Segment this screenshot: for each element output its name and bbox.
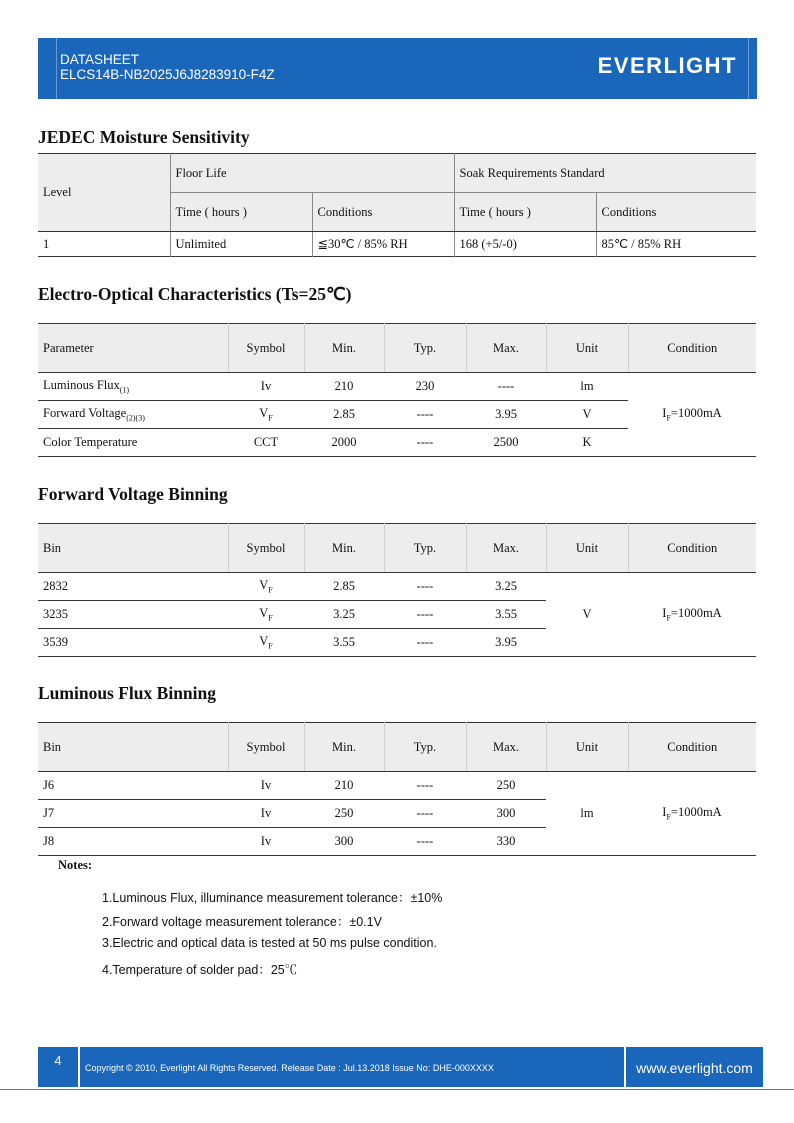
condition-cell: $I_F=1000mA$ — [662, 406, 722, 423]
footer-url-link[interactable]: www.everlight.com — [626, 1047, 763, 1087]
param-note: (1) — [119, 385, 130, 395]
condition-cell: $I_F=1000mA$ — [662, 606, 722, 623]
min-value: 210 — [334, 379, 354, 393]
symbol: $V_F$ — [228, 601, 304, 629]
header-text — [60, 52, 275, 82]
header-divider — [56, 38, 57, 99]
bin: 3235 — [38, 601, 228, 629]
bin: 2832 — [43, 579, 68, 593]
symbol: $V_F$ — [228, 629, 304, 657]
floor-time-value: Unlimited — [170, 232, 312, 257]
min-value: 2.85 — [333, 579, 355, 593]
symbol: Iv — [260, 778, 272, 792]
floor-cond-header: Conditions — [312, 193, 454, 232]
symbol: $V_F$ — [259, 578, 273, 595]
col-header: Unit — [546, 324, 628, 373]
col-header: Typ. — [384, 324, 466, 373]
floor-cond-value: ≦30℃ / 85% RH — [312, 232, 454, 257]
max-value: 2500 — [466, 429, 546, 457]
col-header: Bin — [38, 723, 228, 772]
note-item: 1.Luminous Flux, illuminance measurement tolerance：±10% — [102, 891, 443, 905]
note-item: 4.Temperature of solder pad：25℃ — [102, 963, 298, 977]
col-header: Symbol — [228, 324, 304, 373]
part-number: ELCS14B-NB2025J6J8283910-F4Z — [60, 67, 275, 82]
max-value: 3.95 — [466, 401, 546, 429]
max-value: ---- — [497, 379, 515, 393]
soak-time-value: 168 (+5/-0) — [454, 232, 596, 257]
col-header: Unit — [546, 524, 628, 573]
col-header: Typ. — [384, 723, 466, 772]
brand-logo: EVERLIGHT — [597, 53, 737, 78]
symbol: Iv — [260, 379, 272, 393]
bottom-rule — [0, 1089, 794, 1090]
col-header: Symbol — [228, 723, 304, 772]
min-value: 3.55 — [304, 629, 384, 657]
min-value: 2000 — [304, 429, 384, 457]
unit: V — [582, 607, 592, 621]
typ-value: ---- — [384, 800, 466, 828]
symbol: Iv — [228, 828, 304, 856]
level-header: Level — [38, 154, 170, 232]
min-value: 300 — [304, 828, 384, 856]
typ-value: ---- — [384, 401, 466, 429]
col-header: Typ. — [384, 524, 466, 573]
doc-type: DATASHEET — [60, 52, 140, 67]
col-header: Max. — [466, 723, 546, 772]
param-label: Forward Voltage — [43, 406, 127, 421]
jedec-table — [38, 153, 756, 257]
param-label: Color Temperature — [38, 429, 228, 457]
jedec-title: JEDEC Moisture Sensitivity — [38, 127, 250, 147]
col-header: Min. — [304, 723, 384, 772]
lf-title: Luminous Flux Binning — [38, 683, 216, 703]
eo-title: Electro-Optical Characteristics (Ts=25℃) — [38, 284, 352, 304]
condition-cell: $I_F=1000mA$ — [662, 805, 722, 822]
symbol: $V_F$ — [228, 401, 304, 429]
col-header: Condition — [628, 324, 756, 373]
max-value: 3.25 — [495, 579, 517, 593]
soak-header: Soak Requirements Standard — [454, 154, 756, 193]
col-header: Max. — [466, 324, 546, 373]
col-header: Max. — [466, 524, 546, 573]
fv-title: Forward Voltage Binning — [38, 484, 228, 504]
bin: 3539 — [38, 629, 228, 657]
page-footer — [38, 1047, 763, 1087]
typ-value: ---- — [384, 429, 466, 457]
typ-value: ---- — [384, 828, 466, 856]
footer-copyright-bar — [80, 1047, 624, 1087]
soak-time-header: Time ( hours ) — [454, 193, 596, 232]
unit: V — [546, 401, 628, 429]
col-header: Bin — [38, 524, 228, 573]
typ-value: ---- — [416, 579, 434, 593]
min-value: 3.25 — [304, 601, 384, 629]
min-value: 250 — [304, 800, 384, 828]
col-header: Min. — [304, 324, 384, 373]
eo-table — [38, 323, 756, 457]
table-row — [38, 373, 756, 401]
col-header: Parameter — [38, 324, 228, 373]
copyright-text: Copyright © 2010, Everlight All Rights Reserved. Release Date : Jul.13.2018 Issue No: DHE-000XXXX — [85, 1063, 494, 1073]
typ-value: ---- — [384, 601, 466, 629]
note-item: 2.Forward voltage measurement tolerance：±0.1V — [102, 915, 382, 929]
max-value: 300 — [466, 800, 546, 828]
max-value: 250 — [496, 778, 516, 792]
bin: J8 — [38, 828, 228, 856]
table-row — [38, 772, 756, 800]
table-row — [38, 573, 756, 601]
symbol: CCT — [228, 429, 304, 457]
min-value: 210 — [334, 778, 354, 792]
header-divider — [748, 38, 749, 99]
level-value: 1 — [38, 232, 170, 257]
bin: J6 — [43, 778, 55, 792]
unit: lm — [580, 379, 594, 393]
typ-value: ---- — [384, 629, 466, 657]
page-number: 4 — [38, 1047, 78, 1087]
note-item: 3.Electric and optical data is tested at 50 ms pulse condition. — [102, 936, 437, 950]
soak-cond-header: Conditions — [596, 193, 756, 232]
param-note: (2)(3) — [126, 413, 145, 423]
floor-life-header: Floor Life — [170, 154, 454, 193]
max-value: 330 — [466, 828, 546, 856]
lf-table — [38, 722, 756, 856]
unit: lm — [580, 806, 594, 820]
typ-value: 230 — [415, 379, 435, 393]
col-header: Min. — [304, 524, 384, 573]
page-header — [38, 38, 757, 99]
symbol: Iv — [228, 800, 304, 828]
soak-cond-value: 85℃ / 85% RH — [601, 237, 682, 251]
notes-title: Notes: — [58, 858, 93, 872]
typ-value: ---- — [416, 778, 434, 792]
min-value: 2.85 — [304, 401, 384, 429]
col-header: Condition — [628, 524, 756, 573]
col-header: Symbol — [228, 524, 304, 573]
unit: K — [546, 429, 628, 457]
fv-table — [38, 523, 756, 657]
max-value: 3.55 — [466, 601, 546, 629]
col-header: Condition — [628, 723, 756, 772]
param-label: Luminous Flux — [43, 378, 120, 393]
max-value: 3.95 — [466, 629, 546, 657]
col-header: Unit — [546, 723, 628, 772]
bin: J7 — [38, 800, 228, 828]
floor-time-header: Time ( hours ) — [170, 193, 312, 232]
